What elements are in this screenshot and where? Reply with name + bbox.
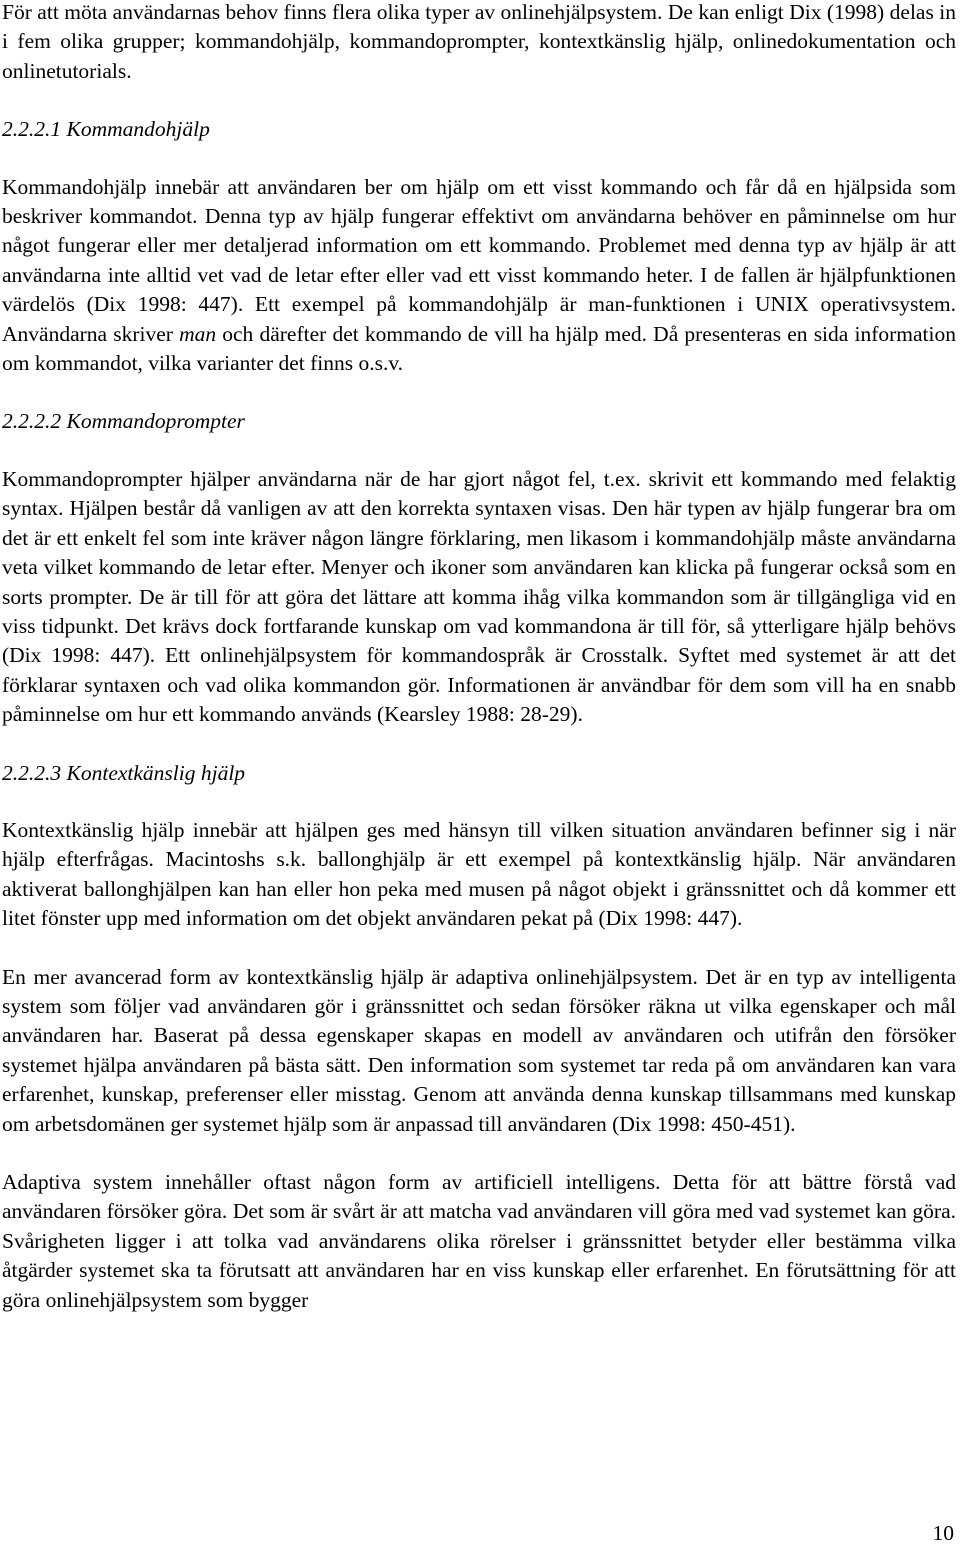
kontextkanslig-paragraph-1: Kontextkänslig hjälp innebär att hjälpen ges med hänsyn till vilken situation användaren befinner sig i när hjälp efterfrågas. Macintoshs s.k. ballonghjälp är ett exempel på kontextkänslig hjälp. När användaren aktiverat ballonghjälpen kan han eller hon peka med musen på något objekt i gränssnittet och då kommer ett litet fönster upp med information om det objekt användaren pekat på (Dix 1998: 447). — [2, 817, 956, 931]
man-command-term: man — [179, 321, 217, 346]
intro-paragraph: För att möta användarnas behov finns flera olika typer av onlinehjälpsystem. De kan enligt Dix (1998) delas in i fem olika grupper; kommandohjälp, kommandoprompter, kontextkänslig hjälp, onlinedokumentation och onlinetutorials. — [2, 0, 956, 83]
kommandohjalp-text-start: Kommandohjälp innebär att användaren ber om hjälp om ett visst kommando och får då en hjälpsida som beskriver kommandot. Denna typ av hjälp fungerar effektivt om användarna behöver en påminnelse om hur något fungerar eller mer detaljerad information om ett kommando. Problemet med denna typ av hjälp är att användarna inte alltid vet vad de letar efter eller vad ett visst kommando heter. I de fallen är hjälpfunktionen värdelös (Dix 1998: 447). Ett exempel på kommandohjälp är man-funktionen i UNIX operativsystem. Användarna skriver — [2, 174, 956, 346]
page-number: 10 — [932, 1521, 954, 1545]
section-heading-kommandoprompter: 2.2.2.2 Kommandoprompter — [2, 409, 245, 434]
section-heading-kontextkanslig-hjalp: 2.2.2.3 Kontextkänslig hjälp — [2, 760, 246, 785]
kontextkanslig-paragraph-3: Adaptiva system innehåller oftast någon form av artificiell intelligens. Detta för att bättre förstå vad användaren försöker göra. Det som är svårt är att matcha vad användaren vill göra med vad systemet kan göra. Svårigheten ligger i att tolka vad användarens olika rörelser i gränssnittet betyder eller bestämma vilka åtgärder systemet ska ta förutsatt att användaren har en viss kunskap eller erfarenhet. En förutsättning för att göra onlinehjälpsystem som bygger — [2, 1170, 956, 1312]
kommandohjalp-paragraph — [2, 173, 956, 379]
kommandohjalp-text-end: och därefter det kommando de vill ha hjälp med. Då presenteras en sida information om kommandot, vilka varianter det finns o.s.v. — [2, 321, 956, 376]
kontextkanslig-paragraph-2: En mer avancerad form av kontextkänslig hjälp är adaptiva onlinehjälpsystem. Det är en typ av intelligenta system som följer vad användaren gör i gränssnittet och sedan försöker räkna ut vilka egenskaper och mål användaren har. Baserat på dessa egenskaper skapas en modell av användaren och utifrån den försöker systemet hjälpa användaren på bästa sätt. Den information som systemet tar reda på om användaren kan vara erfarenhet, kunskap, preferenser eller misstag. Genom att använda denna kunskap tillsammans med kunskap om arbetsdomänen ger systemet hjälp som är anpassad till användaren (Dix 1998: 450-451). — [2, 964, 956, 1136]
section-heading-kommandohjalp: 2.2.2.1 Kommandohjälp — [2, 117, 210, 142]
document-body — [2, 0, 956, 1315]
kommandoprompter-paragraph: Kommandoprompter hjälper användarna när de har gjort något fel, t.ex. skrivit ett kommando med felaktig syntax. Hjälpen består då vanligen av att den korrekta syntaxen visas. Den här typen av hjälp fungerar bra om det är ett enkelt fel som inte kräver någon längre förklaring, men likasom i kommandohjälp måste användarna veta vilket kommando de letar efter. Menyer och ikoner som användaren kan klicka på fungerar också som en sorts prompter. De är till för att göra det lättare att komma ihåg vilka kommandon som är tillgängliga vid en viss tidpunkt. Det krävs dock fortfarande kunskap om vad kommandona är till för, så ytterligare hjälp behövs (Dix 1998: 447). Ett onlinehjälpsystem för kommandospråk är Crosstalk. Syftet med systemet är att det förklarar syntaxen och vad olika kommandon gör. Informationen är användbar för dem som vill ha en snabb påminnelse om hur ett kommando används (Kearsley 1988: 28-29). — [2, 466, 956, 727]
